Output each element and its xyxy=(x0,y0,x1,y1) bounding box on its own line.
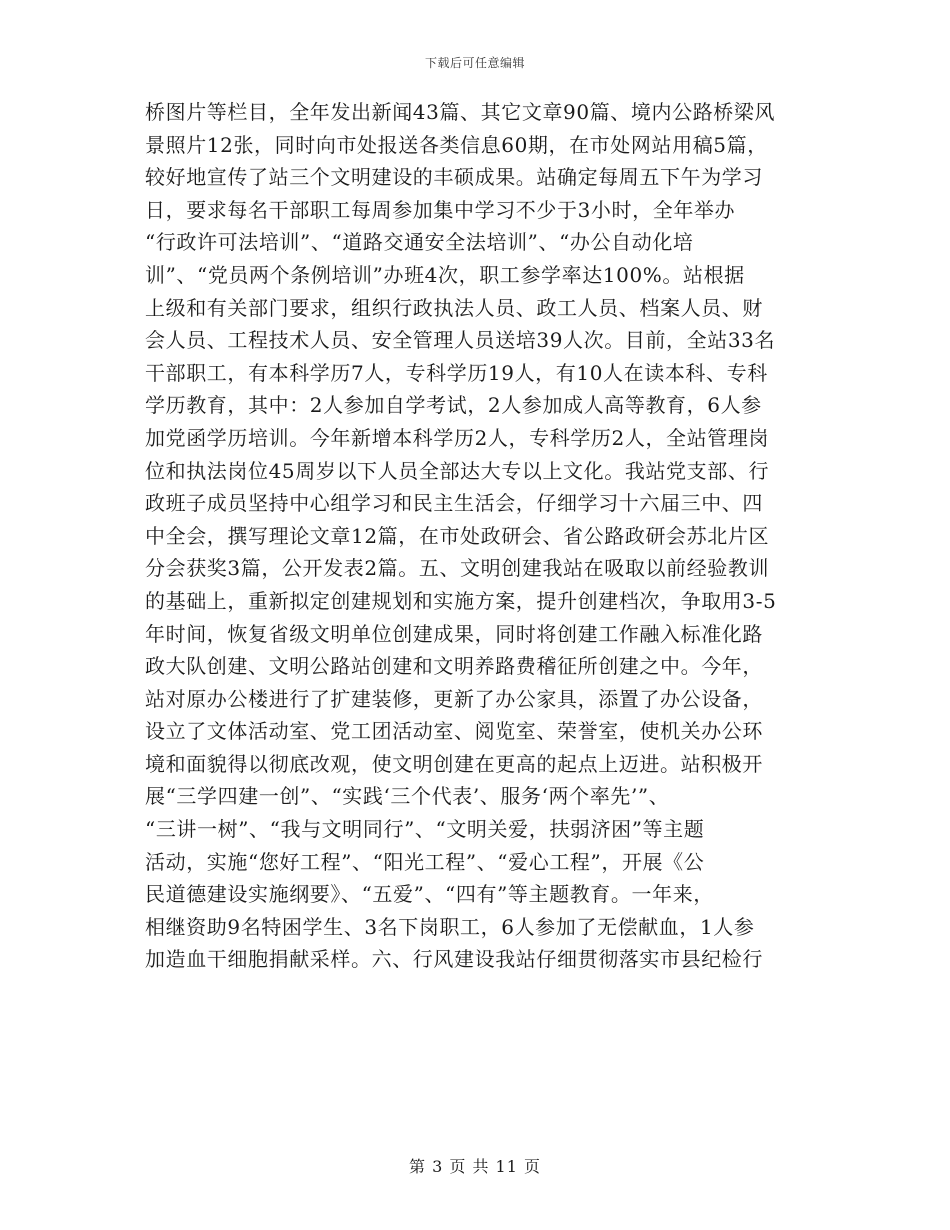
text-line: “三讲一树”、“我与文明同行”、“文明关爱，扶弱济困”等主题 xyxy=(145,817,705,842)
text-line: 中全会，撰写理论文章12篇，在市处政研会、省公路政研会苏北片区 xyxy=(145,523,770,548)
text-line: 活动，实施“您好工程”、“阳光工程”、“爱心工程”，开展《公 xyxy=(145,849,705,874)
page-footer: 第 3 页 共 11 页 xyxy=(409,1157,541,1176)
text-line: 境和面貌得以彻底改观，使文明创建在更高的起点上迈进。站积极开 xyxy=(145,751,763,776)
text-line: 景照片12张，同时向市处报送各类信息60期，在市处网站用稿5篇， xyxy=(145,132,768,157)
text-line: 桥图片等栏目，全年发出新闻43篇、其它文章90篇、境内公路桥梁风 xyxy=(145,100,776,124)
text-line: 加党函学历培训。今年新增本科学历2人，专科学历2人，全站管理岗 xyxy=(145,425,770,450)
text-line: 学历教育，其中：2人参加自学考试，2人参加成人高等教育，6人参 xyxy=(145,393,762,418)
page-header: 下载后可任意编辑 xyxy=(424,56,525,70)
text-line: 干部职工，有本科学历7人，专科学历19人，有10人在读本科、专科 xyxy=(145,360,768,385)
text-line: 上级和有关部门要求，组织行政执法人员、政工人员、档案人员、财 xyxy=(145,295,763,320)
text-line: 民道德建设实施纲要》、“五爱”、“四有”等主题教育。一年来， xyxy=(145,882,714,907)
text-line: 加造血干细胞捐献采样。六、行风建设我站仔细贯彻落实市县纪检行 xyxy=(145,947,763,972)
text-line: 的基础上，重新拟定创建规划和实施方案，提升创建档次，争取用3-5 xyxy=(145,588,777,613)
text-line: 站对原办公楼进行了扩建装修，更新了办公家具，添置了办公设备， xyxy=(145,686,763,711)
text-line: 政大队创建、文明公路站创建和文明养路费稽征所创建之中。今年， xyxy=(145,654,763,679)
body-text xyxy=(145,96,805,976)
text-line: 展“三学四建一创”、“实践‘三个代表’、服务‘两个率先’”、 xyxy=(145,784,670,809)
text-line: “行政许可法培训”、“道路交通安全法培训”、“办公自动化培 xyxy=(145,230,694,255)
text-line: 政班子成员坚持中心组学习和民主生活会，仔细学习十六届三中、四 xyxy=(145,491,763,516)
text-line: 较好地宣传了站三个文明建设的丰硕成果。站确定每周五下午为学习 xyxy=(145,165,763,190)
text-line: 训”、“党员两个条例培训”办班4次，职工参学率达100%。站根据 xyxy=(145,262,745,287)
text-line: 分会获奖3篇，公开发表2篇。五、文明创建我站在吸取以前经验教训 xyxy=(145,556,770,581)
text-line: 设立了文体活动室、党工团活动室、阅览室、荣誉室，使机关办公环 xyxy=(145,719,763,744)
text-line: 会人员、工程技术人员、安全管理人员送培39人次。目前，全站33名 xyxy=(145,328,776,353)
text-line: 位和执法岗位45周岁以下人员全部达大专以上文化。我站党支部、行 xyxy=(145,458,770,483)
text-line: 日，要求每名干部职工每周参加集中学习不少于3小时，全年举办 xyxy=(145,197,736,222)
text-line: 年时间，恢复省级文明单位创建成果，同时将创建工作融入标准化路 xyxy=(145,621,763,646)
text-line: 相继资助9名特困学生、3名下岗职工，6人参加了无偿献血，1人参 xyxy=(145,914,755,939)
